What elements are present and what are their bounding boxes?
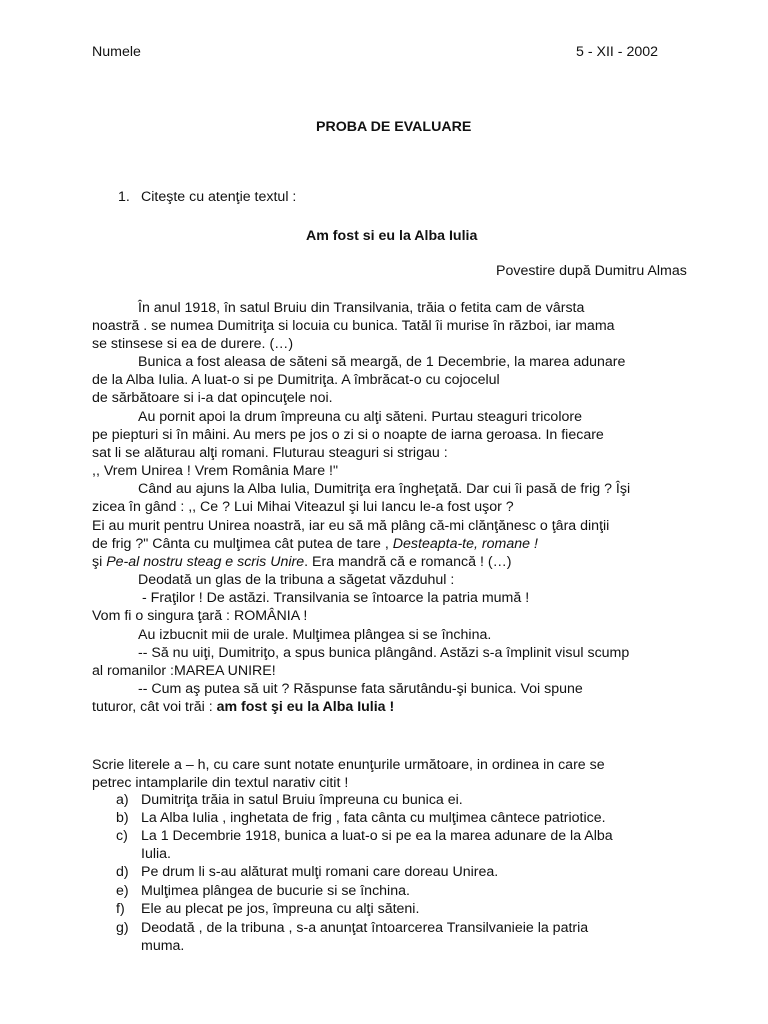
task2-instruction: petrec intamplarile din textul narativ citit ! bbox=[92, 775, 349, 791]
story-line bbox=[92, 535, 722, 553]
list-item-text-continued: Iulia. bbox=[141, 846, 171, 862]
list-item-letter: a) bbox=[116, 792, 129, 808]
task1-instruction: Citeşte cu atenţie textul : bbox=[141, 189, 297, 205]
story-text-run: tuturor, cât voi trăi : bbox=[92, 699, 217, 715]
story-line: Au izbucnit mii de urale. Mulţimea plângea si se închina. bbox=[138, 627, 492, 643]
song-title: Desteapta-te, romane ! bbox=[392, 536, 538, 552]
list-item-letter: e) bbox=[116, 883, 129, 899]
list-item-text: Dumitriţa trăia in satul Bruiu împreuna cu bunica ei. bbox=[141, 792, 463, 808]
list-item-text: Ele au plecat pe jos, împreuna cu alţi săteni. bbox=[141, 901, 420, 917]
story-source: Povestire după Dumitru Almas bbox=[496, 263, 687, 279]
story-line: Au pornit apoi la drum împreuna cu alţi săteni. Purtau steaguri tricolore bbox=[138, 409, 582, 425]
story-line: În anul 1918, în satul Bruiu din Transilvania, trăia o fetita cam de vârsta bbox=[138, 300, 585, 316]
story-line: Ei au murit pentru Unirea noastră, iar eu să mă plâng că-mi clănţănesc o ţâra dinţii bbox=[92, 518, 610, 534]
task2-instruction: Scrie literele a – h, cu care sunt notate enunţurile următoare, in ordinea in care se bbox=[92, 757, 605, 773]
story-text-run: . Era mandră că e romancă ! (…) bbox=[304, 554, 512, 570]
task1-number: 1. bbox=[118, 189, 130, 205]
list-item-letter: g) bbox=[116, 920, 129, 936]
story-line bbox=[92, 698, 722, 716]
story-line: -- Să nu uiţi, Dumitriţo, a spus bunica plângând. Astăzi s-a împlinit visul scump bbox=[138, 645, 630, 661]
document-date: 5 - XII - 2002 bbox=[576, 44, 659, 60]
story-line: zicea în gând : ,, Ce ? Lui Mihai Viteazul şi lui Iancu le-a fost uşor ? bbox=[92, 499, 514, 515]
story-line bbox=[92, 553, 722, 571]
story-line: Vom fi o singura ţară : ROMÂNIA ! bbox=[92, 608, 308, 624]
story-line: - Fraţilor ! De astăzi. Transilvania se întoarce la patria mumă ! bbox=[142, 590, 530, 606]
list-item-text: La 1 Decembrie 1918, bunica a luat-o si pe ea la marea adunare de la Alba bbox=[141, 828, 613, 844]
page-title: PROBA DE EVALUARE bbox=[316, 119, 472, 135]
story-text-run: de frig ?" Cânta cu mulţimea cât putea de tare , bbox=[92, 536, 393, 552]
story-line: Bunica a fost aleasa de săteni să meargă, de 1 Decembrie, la marea adunare bbox=[138, 354, 626, 370]
list-item-letter: c) bbox=[116, 828, 128, 844]
story-line: de sărbătoare si i-a dat opincuţele noi. bbox=[92, 390, 333, 406]
story-line: Când au ajuns la Alba Iulia, Dumitriţa era îngheţată. Dar cui îi pasă de frig ? Îşi bbox=[138, 481, 631, 497]
name-label: Numele bbox=[92, 44, 141, 60]
list-item-text: Mulţimea plângea de bucurie si se închina. bbox=[141, 883, 410, 899]
list-item-text: Pe drum li s-au alăturat mulţi romani care doreau Unirea. bbox=[141, 864, 499, 880]
story-closing-phrase: am fost şi eu la Alba Iulia ! bbox=[216, 699, 395, 715]
song-title: Pe-al nostru steag e scris Unire bbox=[106, 554, 305, 570]
story-line: al romanilor :MAREA UNIRE! bbox=[92, 663, 276, 679]
list-item-letter: f) bbox=[116, 901, 125, 917]
story-line: -- Cum aş putea să uit ? Răspunse fata sărutându-şi bunica. Voi spune bbox=[138, 681, 583, 697]
story-title: Am fost si eu la Alba Iulia bbox=[306, 228, 478, 244]
list-item-text-continued: muma. bbox=[141, 938, 185, 954]
story-line: ,, Vrem Unirea ! Vrem România Mare !" bbox=[92, 463, 339, 479]
story-line: de la Alba Iulia. A luat-o si pe Dumitriţa. A îmbrăcat-o cu cojocelul bbox=[92, 372, 500, 388]
story-text-run: şi bbox=[92, 554, 107, 570]
story-line: sat li se alăturau alţi romani. Fluturau steaguri si strigau : bbox=[92, 445, 448, 461]
list-item-letter: d) bbox=[116, 864, 129, 880]
story-line: Deodată un glas de la tribuna a săgetat văzduhul : bbox=[138, 572, 455, 588]
list-item-letter: b) bbox=[116, 810, 129, 826]
list-item-text: Deodată , de la tribuna , s-a anunţat întoarcerea Transilvanieie la patria bbox=[141, 920, 589, 936]
story-line: pe piepturi si în mâini. Au mers pe jos o zi si o noapte de iarna geroasa. In fiecare bbox=[92, 427, 604, 443]
story-line: noastră . se numea Dumitriţa si locuia cu bunica. Tatăl îi murise în război, iar mama bbox=[92, 318, 615, 334]
list-item-text: La Alba Iulia , inghetata de frig , fata cânta cu mulţimea cântece patriotice. bbox=[141, 810, 606, 826]
story-line: se stinsese si ea de durere. (…) bbox=[92, 336, 294, 352]
